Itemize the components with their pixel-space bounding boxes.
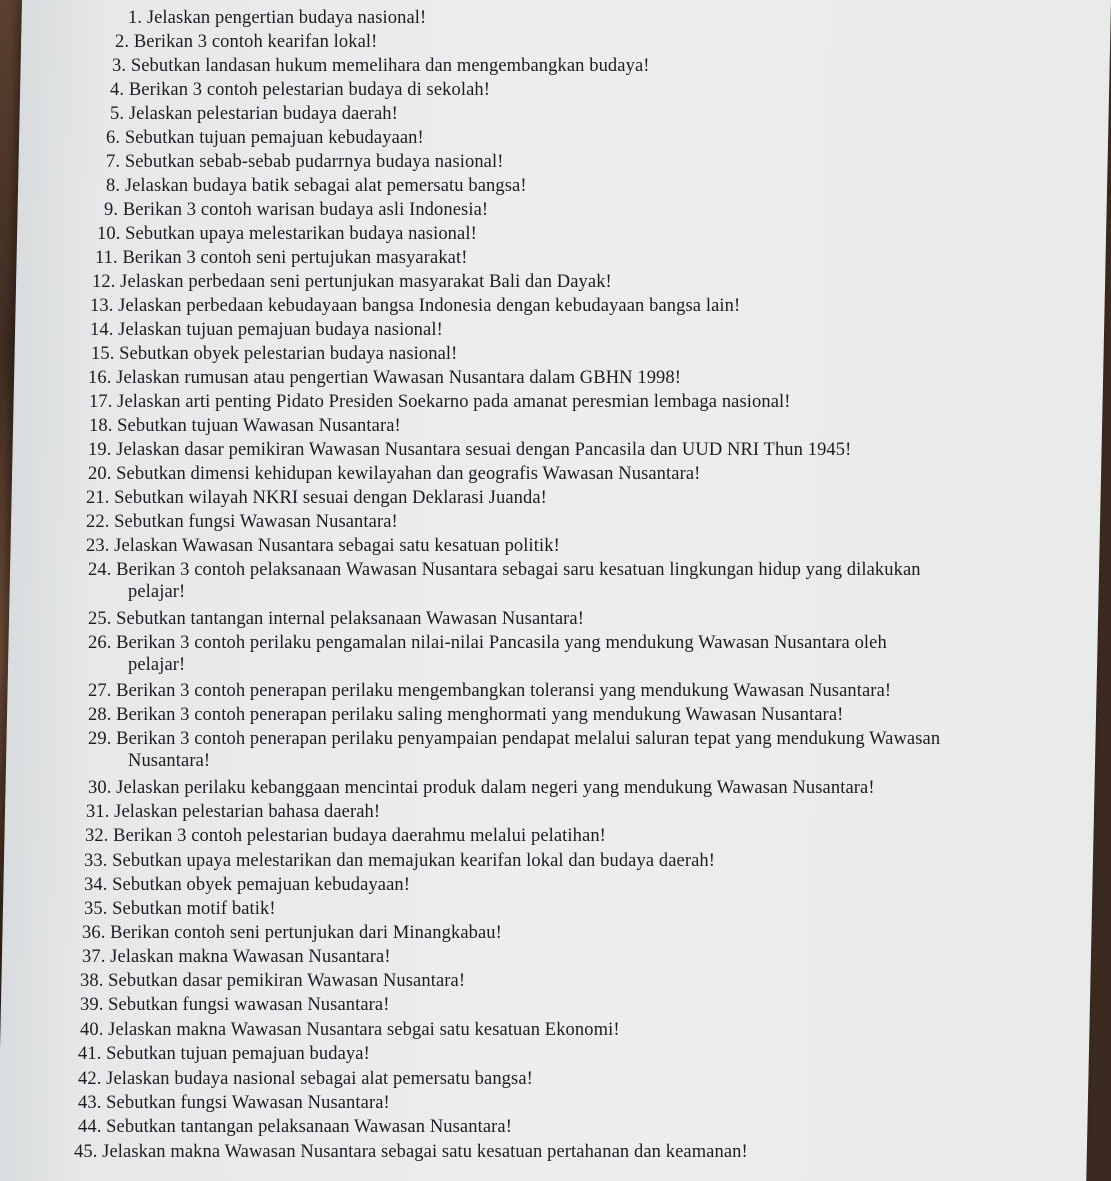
question-item [85,825,606,847]
question-number: 3. [112,56,127,76]
question-text: Berikan 3 contoh kearifan lokal! [133,32,378,52]
question-number: 39. [80,995,104,1015]
question-item [89,391,791,413]
question-number: 30. [88,778,112,798]
question-item [104,199,488,221]
question-text: Sebutkan dasar pemikiran Wawasan Nusantara! [108,971,466,991]
question-item [74,1141,748,1163]
question-number: 29. [88,729,112,749]
question-number: 37. [82,947,106,967]
question-number: 32. [85,826,109,846]
question-item [82,922,502,944]
question-item [90,319,443,341]
question-number: 28. [88,705,112,725]
question-text: Jelaskan makna Wawasan Nusantara! [110,947,391,967]
question-number: 19. [88,440,112,460]
question-text-continued: Nusantara! [128,751,211,771]
question-item [110,103,398,125]
question-text: Berikan 3 contoh pelestarian budaya daerahmu melalui pelatihan! [113,826,606,846]
question-text: Jelaskan pelestarian budaya daerah! [128,104,398,124]
question-item [95,247,467,269]
question-number: 27. [88,681,112,701]
question-item [88,367,681,389]
question-number: 11. [95,248,118,268]
question-number: 4. [110,80,125,100]
question-item [88,559,921,603]
question-item [89,415,401,437]
question-text-continued: pelajar! [128,655,186,675]
question-number: 17. [89,392,113,412]
question-item [106,175,527,197]
question-item [84,850,715,872]
question-number: 26. [88,633,112,653]
question-number: 31. [86,802,110,822]
question-text: Sebutkan dimensi kehidupan kewilayahan dan geografis Wawasan Nusantara! [116,464,701,484]
question-text: Berikan 3 contoh warisan budaya asli Indonesia! [122,200,489,220]
question-text: Sebutkan obyek pelestarian budaya nasional! [119,344,458,364]
question-text: Jelaskan budaya batik sebagai alat pemersatu bangsa! [124,176,527,196]
question-item [88,680,891,702]
question-text: Berikan 3 contoh penerapan perilaku penyampaian pendapat melalui saluran tepat yang mendukung Wawasan [116,729,941,749]
question-text: Sebutkan upaya melestarikan dan memajukan kearifan lokal dan budaya daerah! [112,851,716,871]
question-number: 40. [80,1020,104,1040]
question-number: 13. [90,296,114,316]
question-number: 35. [84,899,108,919]
question-text: Sebutkan landasan hukum memelihara dan mengembangkan budaya! [130,56,650,76]
question-number: 7. [106,152,121,172]
question-item [78,1116,512,1138]
question-text: Jelaskan rumusan atau pengertian Wawasan Nusantara dalam GBHN 1998! [116,368,682,388]
question-number: 5. [110,104,125,124]
question-item [110,79,490,101]
question-number: 12. [92,272,116,292]
question-number: 10. [97,224,121,244]
question-number: 33. [84,851,108,871]
question-text: Jelaskan pengertian budaya nasional! [146,8,427,28]
question-text: Sebutkan fungsi Wawasan Nusantara! [114,512,398,532]
question-number: 45. [74,1142,98,1162]
question-text: Berikan 3 contoh perilaku pengamalan nilai-nilai Pancasila yang mendukung Wawasan Nusantara oleh [116,633,887,653]
question-number: 18. [89,416,113,436]
question-number: 24. [88,560,112,580]
question-item [80,994,390,1016]
question-item [80,1019,620,1041]
question-number: 34. [84,875,108,895]
question-text: Jelaskan pelestarian bahasa daerah! [114,802,381,822]
question-item [88,439,851,461]
question-text: Berikan 3 contoh seni pertujukan masyarakat! [122,248,468,268]
question-number: 43. [78,1093,102,1113]
question-number: 25. [88,609,112,629]
question-item [80,970,465,992]
question-text: Jelaskan perilaku kebanggaan mencintai produk dalam negeri yang mendukung Wawasan Nusantara! [116,778,875,798]
question-number: 2. [115,32,130,52]
question-item [86,535,560,557]
question-number: 42. [78,1069,102,1089]
question-item [112,55,650,77]
question-number: 15. [91,344,115,364]
question-text: Jelaskan makna Wawasan Nusantara sebagai satu kesatuan pertahanan dan keamanan! [102,1142,748,1162]
question-item [86,801,380,823]
question-text: Berikan contoh seni pertunjukan dari Minangkabau! [110,923,502,943]
question-text: Jelaskan arti penting Pidato Presiden Soekarno pada amanat peresmian lembaga nasional! [117,392,791,412]
question-text: Jelaskan Wawasan Nusantara sebagai satu kesatuan politik! [114,536,560,556]
question-text: Sebutkan motif batik! [112,899,276,919]
question-text: Sebutkan tantangan pelaksanaan Wawasan Nusantara! [106,1117,512,1137]
question-item [82,946,391,968]
question-text: Sebutkan tantangan internal pelaksanaan Wawasan Nusantara! [116,609,585,629]
question-number: 23. [86,536,110,556]
question-item [88,632,887,676]
question-text: Jelaskan dasar pemikiran Wawasan Nusantara sesuai dengan Pancasila dan UUD NRI Thun 1945! [116,440,852,460]
question-number: 22. [86,512,110,532]
question-item [91,343,457,365]
question-text: Sebutkan sebab-sebab pudarrnya budaya nasional! [124,152,504,172]
question-text: Sebutkan obyek pemajuan kebudayaan! [112,875,411,895]
question-text: Jelaskan tujuan pemajuan budaya nasional! [118,320,443,340]
question-number: 14. [90,320,114,340]
question-item [88,608,584,630]
question-item [78,1043,370,1065]
question-number: 41. [78,1044,102,1064]
question-item [128,7,426,29]
question-number: 8. [106,176,121,196]
question-number: 6. [106,128,121,148]
question-item [84,874,410,896]
question-item [97,223,477,245]
question-number: 44. [78,1117,102,1137]
question-item [88,777,875,799]
question-item [106,151,504,173]
question-number: 21. [86,488,110,508]
question-number: 9. [104,200,119,220]
question-text: Jelaskan perbedaan seni pertunjukan masyarakat Bali dan Dayak! [120,272,612,292]
question-item [88,704,843,726]
question-item [92,271,612,293]
question-item [78,1068,533,1090]
question-number: 20. [88,464,112,484]
question-number: 36. [82,923,106,943]
question-text: Berikan 3 contoh pelaksanaan Wawasan Nusantara sebagai saru kesatuan lingkungan hidup yang dilakukan [116,560,921,580]
question-item [90,295,740,317]
question-item [86,487,547,509]
question-text: Jelaskan perbedaan kebudayaan bangsa Indonesia dengan kebudayaan bangsa lain! [118,296,741,316]
question-text: Sebutkan tujuan Wawasan Nusantara! [117,416,401,436]
question-text: Jelaskan budaya nasional sebagai alat pemersatu bangsa! [106,1069,533,1089]
question-number: 16. [88,368,112,388]
question-text: Berikan 3 contoh penerapan perilaku mengembangkan toleransi yang mendukung Wawasan Nusantara! [116,681,892,701]
question-item [86,511,398,533]
question-text: Jelaskan makna Wawasan Nusantara sebgai satu kesatuan Ekonomi! [108,1020,620,1040]
question-text: Sebutkan fungsi Wawasan Nusantara! [106,1093,390,1113]
question-item [88,728,940,772]
question-text: Sebutkan tujuan pemajuan budaya! [106,1044,370,1064]
question-number: 38. [80,971,104,991]
question-text: Sebutkan upaya melestarikan budaya nasional! [125,224,477,244]
question-text: Sebutkan tujuan pemajuan kebudayaan! [124,128,424,148]
question-item [88,463,700,485]
question-text-continued: pelajar! [128,582,186,602]
question-text: Sebutkan wilayah NKRI sesuai dengan Deklarasi Juanda! [114,488,547,508]
question-text: Berikan 3 contoh penerapan perilaku saling menghormati yang mendukung Wawasan Nusantara! [116,705,844,725]
question-item [106,127,424,149]
question-number: 1. [128,8,143,28]
question-item [115,31,377,53]
question-text: Berikan 3 contoh pelestarian budaya di sekolah! [128,80,491,100]
question-text: Sebutkan fungsi wawasan Nusantara! [108,995,390,1015]
question-item [78,1092,390,1114]
question-item [84,898,276,920]
